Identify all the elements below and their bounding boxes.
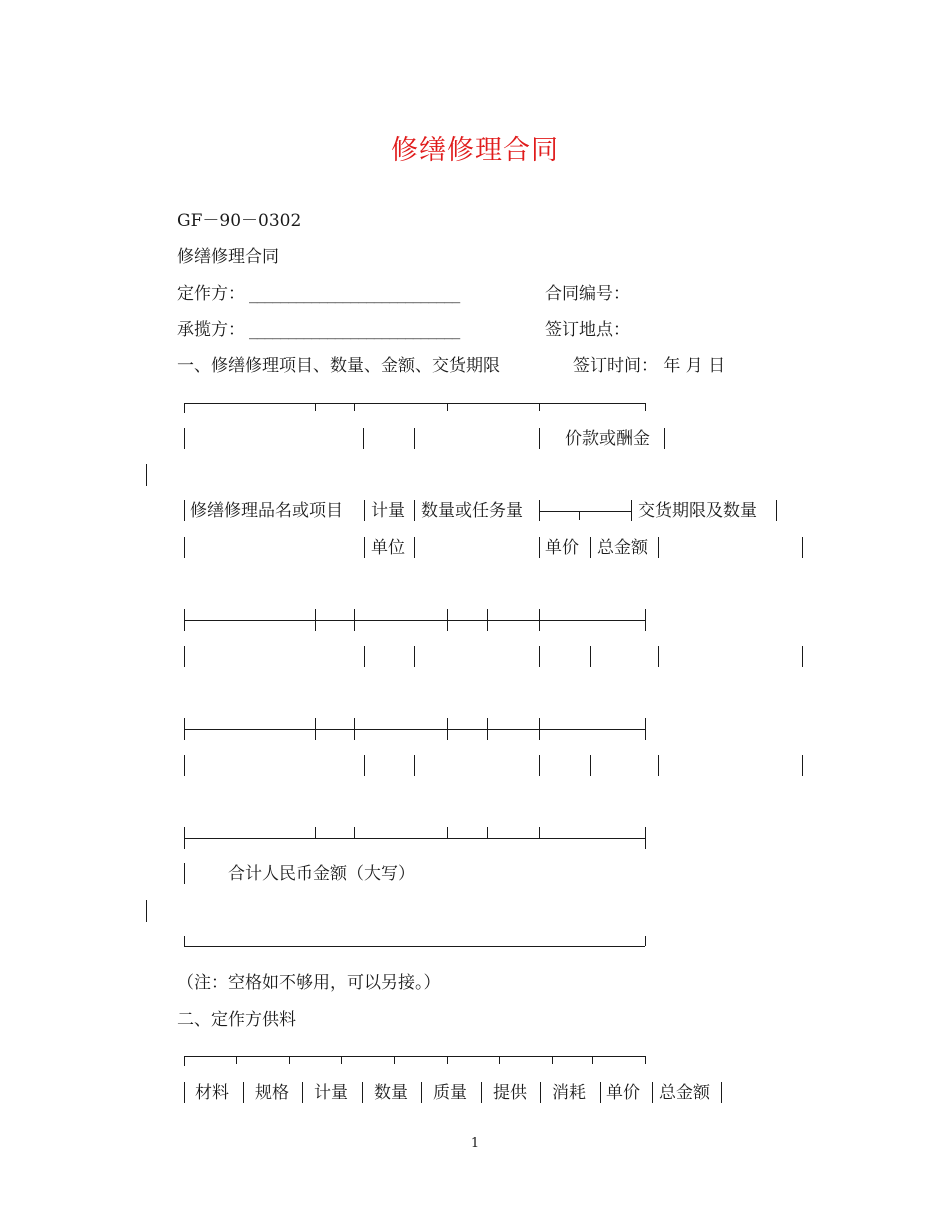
- table-rule: [658, 646, 659, 667]
- table-rule: [184, 936, 185, 946]
- table-rule: [184, 620, 645, 621]
- col-qty-header: 数量或任务量: [421, 501, 523, 521]
- dingzuofang-label: 定作方：: [177, 284, 245, 304]
- table-rule: [447, 718, 448, 740]
- col-delivery-header: 交货期限及数量: [638, 501, 757, 521]
- table-rule: [184, 609, 185, 631]
- table-rule: [315, 718, 316, 740]
- table-rule: [579, 511, 580, 520]
- table-rule: [184, 863, 185, 884]
- table-rule: [487, 609, 488, 631]
- table-rule: [184, 428, 185, 449]
- table-rule: [184, 1056, 645, 1057]
- table-rule: [315, 827, 316, 838]
- table-rule: [592, 1056, 593, 1064]
- table-rule: [658, 755, 659, 776]
- table-rule: [236, 1056, 237, 1064]
- table-rule: [354, 827, 355, 838]
- table-rule: [539, 718, 540, 740]
- table-rule: [414, 537, 415, 558]
- table-rule: [499, 1056, 500, 1064]
- table-rule: [487, 827, 488, 838]
- col-consumption: 消耗: [552, 1083, 586, 1103]
- table-rule: [539, 755, 540, 776]
- col-material: 材料: [195, 1083, 229, 1103]
- table-rule: [184, 1082, 185, 1103]
- table-rule: [146, 900, 147, 922]
- table-rule: [184, 946, 645, 947]
- section1-heading: 一、修缮修理项目、数量、金额、交货期限: [177, 356, 500, 376]
- table-rule: [364, 500, 365, 521]
- table-rule: [802, 646, 803, 667]
- table-rule: [645, 718, 646, 740]
- table-rule: [600, 1082, 601, 1103]
- sign-time-label: 签订时间： 年 月 日: [573, 356, 726, 376]
- doc-subtitle: 修缮修理合同: [177, 247, 279, 267]
- table-rule: [364, 646, 365, 667]
- col-unit-price-header: 单价: [545, 538, 579, 558]
- table-rule: [590, 755, 591, 776]
- table-rule: [315, 403, 316, 411]
- table-rule: [421, 1082, 422, 1103]
- table-rule: [414, 428, 415, 449]
- table-rule: [363, 428, 364, 449]
- table-rule: [539, 537, 540, 558]
- table-rule: [184, 537, 185, 558]
- col-quality: 质量: [433, 1083, 467, 1103]
- table-rule: [652, 1082, 653, 1103]
- table-rule: [315, 609, 316, 631]
- table-rule: [664, 428, 665, 449]
- table-rule: [184, 729, 645, 730]
- table-rule: [539, 511, 631, 512]
- table-rule: [539, 609, 540, 631]
- table-rule: [184, 646, 185, 667]
- total-amount-label: 合计人民币金额（大写）: [228, 864, 415, 884]
- table-rule: [552, 1056, 553, 1064]
- table-rule: [539, 403, 540, 411]
- table-rule: [447, 403, 448, 411]
- table-rule: [354, 718, 355, 740]
- table-rule: [645, 1056, 646, 1064]
- table-rule: [590, 537, 591, 558]
- col-unit-header: 计量: [371, 501, 405, 521]
- section2-heading: 二、定作方供料: [177, 1010, 296, 1030]
- table-rule: [184, 403, 645, 404]
- col-total-amount: 总金额: [659, 1083, 710, 1103]
- table-rule: [645, 403, 646, 411]
- table-rule: [447, 1056, 448, 1064]
- table-rule: [721, 1082, 722, 1103]
- chenglanfang-label: 承揽方：: [177, 320, 245, 340]
- page-number: 1: [470, 1136, 480, 1151]
- table-rule: [394, 1056, 395, 1064]
- col-provide: 提供: [493, 1083, 527, 1103]
- table-rule: [658, 537, 659, 558]
- table-rule: [243, 1082, 244, 1103]
- table-rule: [539, 827, 540, 838]
- table-rule: [414, 646, 415, 667]
- table-rule: [802, 537, 803, 558]
- col-unit-sub: 单位: [371, 538, 405, 558]
- table-rule: [590, 646, 591, 667]
- table-rule: [802, 755, 803, 776]
- table-rule: [184, 838, 645, 839]
- table-rule: [631, 500, 632, 521]
- table-rule: [776, 500, 777, 521]
- chenglanfang-blank: ___________________________: [249, 320, 460, 340]
- col-spec: 规格: [255, 1083, 289, 1103]
- table-rule: [289, 1056, 290, 1064]
- table-rule: [414, 500, 415, 521]
- document-title: 修缮修理合同: [391, 135, 559, 166]
- table-rule: [487, 718, 488, 740]
- col-total-header: 总金额: [597, 538, 648, 558]
- table-note: （注：空格如不够用，可以另接。）: [177, 973, 441, 993]
- table-rule: [364, 537, 365, 558]
- table-rule: [354, 609, 355, 631]
- table-rule: [447, 827, 448, 838]
- table-rule: [539, 428, 540, 449]
- doc-code: GF－90－0302: [177, 211, 302, 231]
- table-rule: [354, 403, 355, 411]
- col-item-header: 修缮修理品名或项目: [190, 501, 343, 521]
- table-rule: [184, 718, 185, 740]
- table-rule: [414, 755, 415, 776]
- table-rule: [184, 827, 185, 849]
- table-rule: [362, 1082, 363, 1103]
- contract-no-label: 合同编号：: [545, 284, 630, 304]
- col-unit-price: 单价: [606, 1083, 640, 1103]
- table-rule: [302, 1082, 303, 1103]
- table-rule: [539, 646, 540, 667]
- table-rule: [146, 464, 147, 486]
- sign-place-label: 签订地点：: [545, 320, 630, 340]
- table-rule: [184, 403, 185, 413]
- table-rule: [645, 609, 646, 631]
- table-rule: [645, 936, 646, 946]
- dingzuofang-blank: ___________________________: [249, 284, 460, 304]
- table-rule: [447, 609, 448, 631]
- table-rule: [184, 500, 185, 521]
- col-quantity: 数量: [374, 1083, 408, 1103]
- table-rule: [645, 827, 646, 849]
- price-header: 价款或酬金: [565, 429, 650, 449]
- table-rule: [184, 1056, 185, 1066]
- table-rule: [184, 755, 185, 776]
- col-measure: 计量: [314, 1083, 348, 1103]
- table-rule: [540, 1082, 541, 1103]
- table-rule: [364, 755, 365, 776]
- table-rule: [481, 1082, 482, 1103]
- table-rule: [341, 1056, 342, 1064]
